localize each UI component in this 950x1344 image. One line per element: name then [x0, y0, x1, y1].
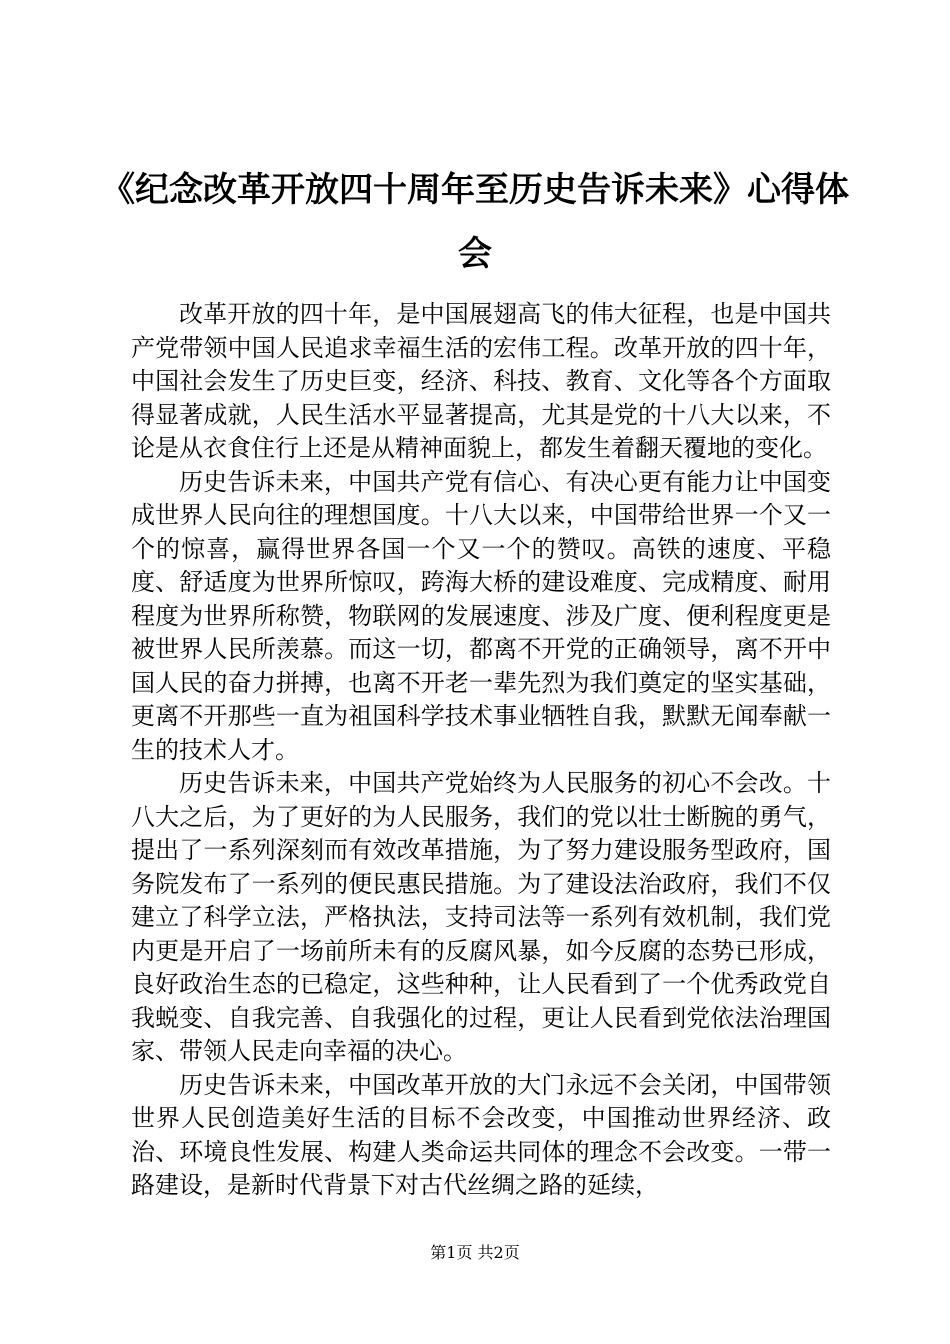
paragraph: 历史告诉未来，中国共产党有信心、有决心更有能力让中国变成世界人民向往的理想国度。十八大以来，中国带给世界一个又一个的惊喜，赢得世界各国一个又一个的赞叹。高铁的速度、平稳度、舒适度为世界所惊叹，跨海大桥的建设难度、完成精度、耐用程度为世界所称赞，物联网的发展速度、涉及广度、便利程度更是被世界人民所羡慕。而这一切，都离不开党的正确领导，离不开中国人民的奋力拼搏，也离不开老一辈先烈为我们奠定的坚实基础，更离不开那些一直为祖国科学技术事业牺牲自我，默默无闻奉献一生的技术人才。 — [131, 467, 831, 764]
page-number-footer: 第1页 共2页 — [430, 1243, 520, 1262]
paragraph: 历史告诉未来，中国改革开放的大门永远不会关闭，中国带领世界人民创造美好生活的目标不会改变，中国推动世界经济、政治、环境良性发展、构建人类命运共同体的理念不会改变。一带一路建设，是新时代背景下对古代丝绸之路的延续， — [131, 1070, 831, 1199]
document-body — [131, 298, 831, 1203]
paragraph: 改革开放的四十年，是中国展翅高飞的伟大征程，也是中国共产党带领中国人民追求幸福生活的宏伟工程。改革开放的四十年，中国社会发生了历史巨变，经济、科技、教育、文化等各个方面取得显著成就，人民生活水平显著提高，尤其是党的十八大以来，不论是从衣食住行上还是从精神面貌上，都发生着翻天覆地的变化。 — [131, 300, 831, 462]
paragraph: 历史告诉未来，中国共产党始终为人民服务的初心不会改。十八大之后，为了更好的为人民服务，我们的党以壮士断腕的勇气，提出了一系列深刻而有效改革措施，为了努力建设服务型政府，国务院发布了一系列的便民惠民措施。为了建设法治政府，我们不仅建立了科学立法，严格执法，支持司法等一系列有效机制，我们党内更是开启了一场前所未有的反腐风暴，如今反腐的态势已形成，良好政治生态的已稳定，这些种种，让人民看到了一个优秀政党自我蜕变、自我完善、自我强化的过程，更让人民看到党依法治理国家、带领人民走向幸福的决心。 — [131, 769, 831, 1065]
document-title: 《纪念改革开放四十周年至历史告诉未来》心得体会 — [101, 170, 849, 274]
